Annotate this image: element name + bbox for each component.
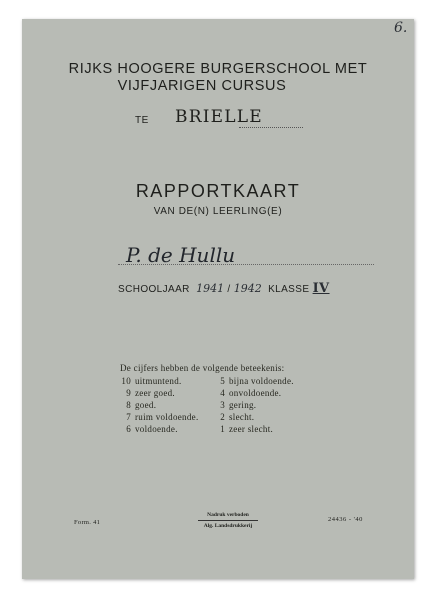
schoolyear-row bbox=[118, 281, 330, 296]
student-name-rule bbox=[118, 264, 374, 265]
location-label: TE bbox=[135, 115, 149, 126]
grade-legend-title: De cijfers hebben de volgende beteekenis: bbox=[120, 363, 285, 373]
legend-item: 9 zeer goed. bbox=[126, 388, 175, 398]
printer-rule bbox=[198, 520, 258, 521]
legend-item: 8 goed. bbox=[126, 400, 157, 410]
schoolyear-to: 1942 bbox=[233, 282, 262, 295]
legend-item: 2 slecht. bbox=[220, 412, 255, 422]
school-name-line2: VIJFJARIGEN CURSUS bbox=[117, 78, 287, 94]
legend-item: 4 onvoldoende. bbox=[220, 388, 282, 398]
printer-notice bbox=[192, 512, 264, 529]
location-rule bbox=[239, 127, 303, 128]
student-name: P. de Hullu bbox=[126, 243, 236, 267]
schoolyear-from: 1941 bbox=[196, 282, 225, 295]
klasse-value: IV bbox=[312, 281, 330, 296]
corner-mark: 6. bbox=[394, 20, 408, 36]
schoolyear-separator: / bbox=[227, 284, 231, 295]
form-number: Form. 41 bbox=[74, 519, 101, 526]
print-code: 24436 - '40 bbox=[328, 516, 363, 523]
report-card bbox=[22, 19, 414, 579]
legend-item: 5 bijna voldoende. bbox=[220, 376, 294, 386]
location-value: BRIELLE bbox=[175, 107, 263, 127]
schoolyear-label: SCHOOLJAAR bbox=[118, 284, 190, 295]
klasse-label: KLASSE bbox=[268, 284, 310, 295]
legend-item: 7 ruim voldoende. bbox=[126, 412, 199, 422]
legend-item: 3 gering. bbox=[220, 400, 257, 410]
document-title: RAPPORTKAART bbox=[135, 181, 301, 201]
legend-item: 6 voldoende. bbox=[126, 424, 178, 434]
printer-name: Alg. Landsdrukkerij bbox=[203, 523, 253, 529]
legend-item: 1 zeer slecht. bbox=[220, 424, 274, 434]
document-subtitle: VAN DE(N) LEERLING(E) bbox=[153, 206, 283, 217]
reprint-notice: Nadruk verboden bbox=[207, 512, 249, 518]
legend-item: 10 uitmuntend. bbox=[121, 376, 182, 386]
school-name-line1: RIJKS HOOGERE BURGERSCHOOL MET bbox=[68, 61, 368, 77]
